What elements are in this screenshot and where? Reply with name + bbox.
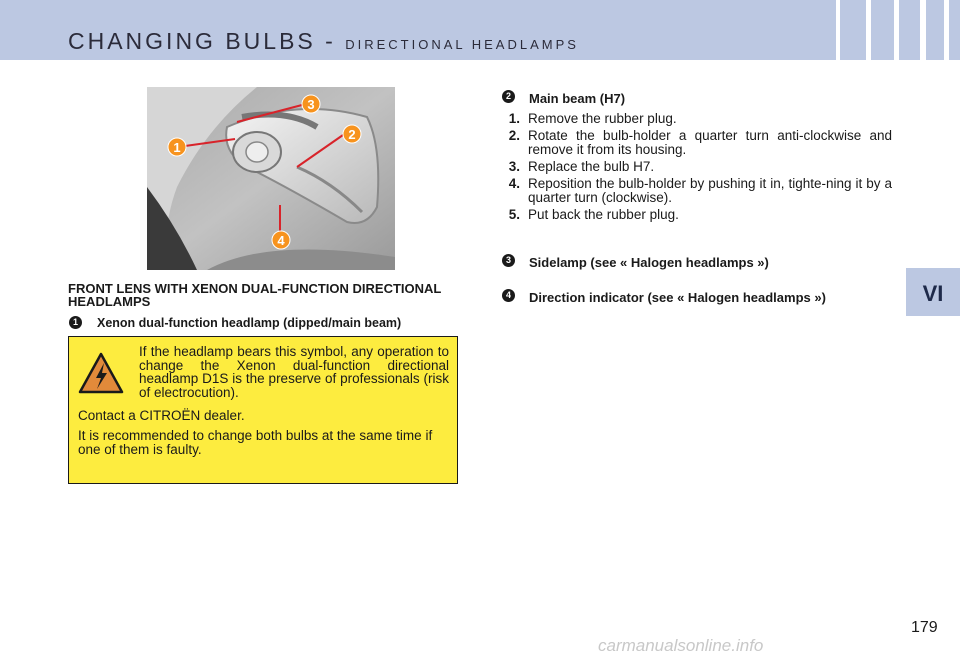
step-number: 2. [508, 128, 520, 143]
header-stripe [920, 0, 926, 60]
step-number: 5. [508, 207, 520, 222]
step-text: Put back the rubber plug. [528, 207, 679, 222]
bullet-1: 1 [69, 316, 82, 329]
item-4-heading: Direction indicator (see « Halogen headlamps ») [529, 290, 826, 305]
main-beam-steps [498, 112, 892, 225]
step-item [498, 208, 892, 222]
bullet-3: 3 [502, 254, 515, 267]
step-item [498, 112, 892, 126]
page-title [68, 28, 579, 55]
header-stripe [894, 0, 899, 60]
item-2-heading: Main beam (H7) [529, 91, 626, 106]
watermark: carmanualsonline.info [598, 636, 764, 655]
page-number: 179 [911, 619, 938, 636]
callout-3-label: 3 [307, 97, 315, 112]
header-stripe [836, 0, 840, 60]
headlamp-photo [147, 87, 395, 270]
step-item [498, 129, 892, 157]
bullet-2: 2 [502, 90, 515, 103]
electrical-hazard-icon [77, 351, 125, 395]
callout-4 [272, 231, 290, 249]
chapter-tab: VI [906, 268, 960, 316]
callout-1-label: 1 [173, 140, 181, 155]
header-stripe [866, 0, 871, 60]
step-number: 4. [508, 176, 520, 191]
title-sub: DIRECTIONAL HEADLAMPS [345, 37, 579, 52]
warning-recommendation: It is recommended to change both bulbs at the same time if one of them is faulty. [78, 428, 433, 457]
bullet-4: 4 [502, 289, 515, 302]
item-3-heading: Sidelamp (see « Halogen headlamps ») [529, 255, 769, 270]
callout-2 [343, 125, 361, 143]
callout-4-label: 4 [277, 233, 285, 248]
callout-2-label: 2 [348, 127, 356, 142]
step-number: 1. [508, 111, 520, 126]
title-main: CHANGING BULBS - [68, 28, 346, 54]
step-text: Rotate the bulb-holder a quarter turn anti-clockwise and remove it from its housing. [528, 128, 892, 157]
step-text: Remove the rubber plug. [528, 111, 677, 126]
warning-box [68, 336, 458, 484]
warning-contact: Contact a CITROËN dealer. [78, 408, 245, 423]
item-1-heading: Xenon dual-function headlamp (dipped/main beam) [97, 316, 402, 330]
step-text: Reposition the bulb-holder by pushing it in, tighte-ning it by a quarter turn (clockwise). [528, 176, 892, 205]
page-header [0, 0, 960, 60]
step-item [498, 160, 892, 174]
step-text: Replace the bulb H7. [528, 159, 655, 174]
header-stripe [944, 0, 949, 60]
callout-1 [168, 138, 186, 156]
section-title: FRONT LENS WITH XENON DUAL-FUNCTION DIRECTIONAL HEADLAMPS [68, 281, 442, 309]
callout-3 [302, 95, 320, 113]
warning-text: If the headlamp bears this symbol, any operation to change the Xenon dual-function directional headlamp D1S is the preserve of professionals (risk of electrocution). [139, 344, 449, 400]
step-item [498, 177, 892, 205]
step-number: 3. [508, 159, 520, 174]
